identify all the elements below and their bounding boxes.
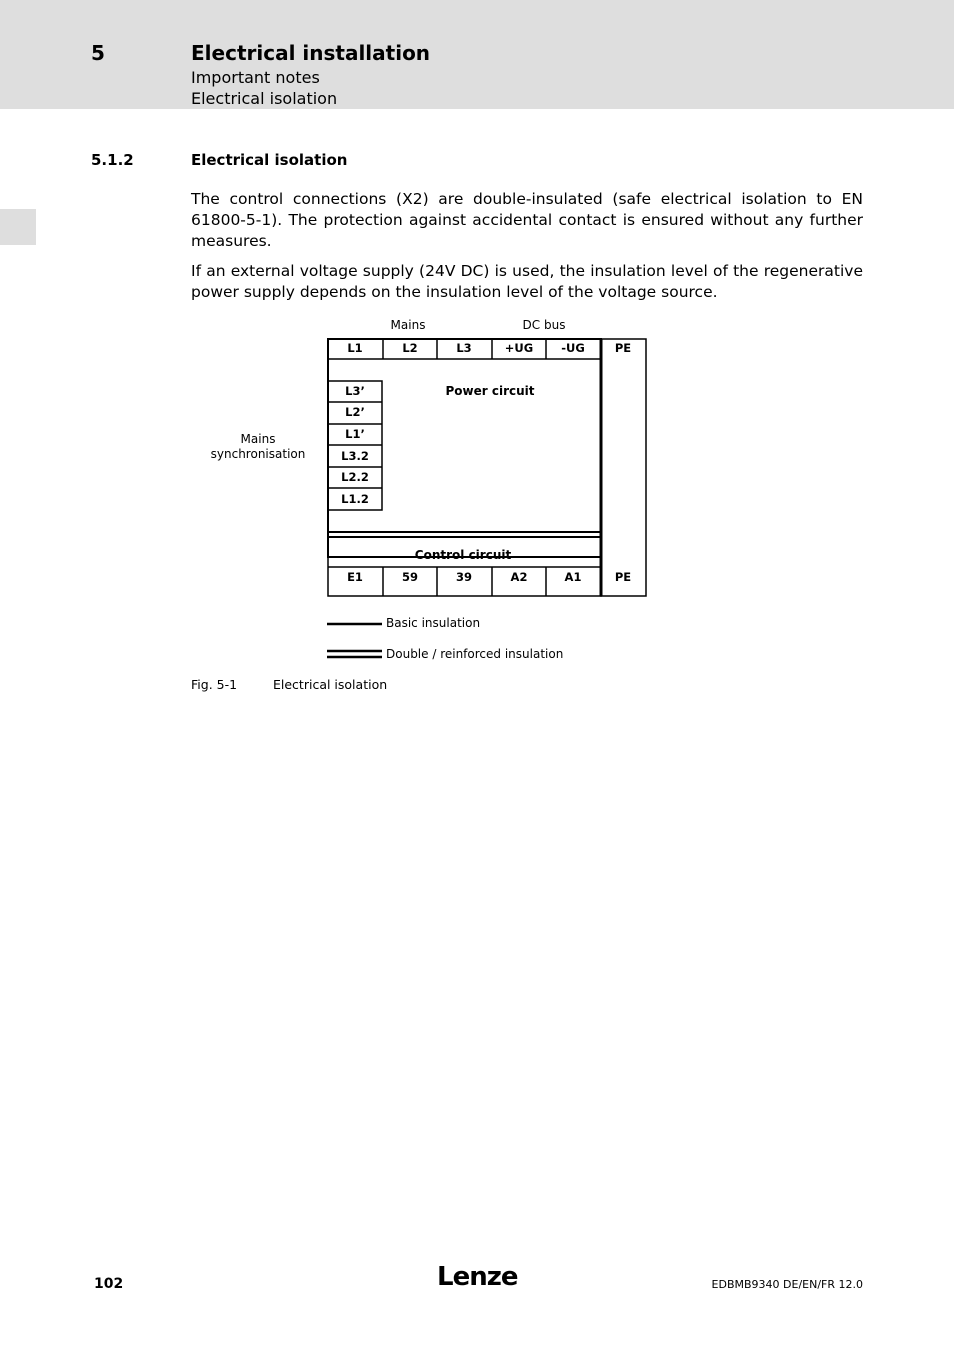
chapter-title: Electrical installation — [191, 41, 431, 65]
terminal-L3: L3 — [456, 341, 472, 355]
sync-terminal-L1p: L1’ — [345, 427, 365, 441]
sync-terminal-L2-2: L2.2 — [341, 470, 369, 484]
terminal-39: 39 — [455, 570, 473, 584]
terminal-A2: A2 — [510, 570, 528, 584]
sync-terminal-L2p: L2’ — [345, 405, 365, 419]
terminal-L1: L1 — [347, 341, 363, 355]
terminal-E1: E1 — [347, 570, 363, 584]
legend-double-label: Double / reinforced insulation — [386, 647, 564, 661]
sync-terminal-L1-2: L1.2 — [341, 492, 369, 506]
power-circuit-label: Power circuit — [445, 384, 535, 398]
paragraph-1: The control connections (X2) are double-insulated (safe electrical isolation to EN 61800-5-1). The protection against accidental contact is ensured without any further measures. — [191, 190, 863, 250]
sync-terminal-L3p: L3’ — [345, 384, 365, 398]
control-circuit-label: Control circuit — [414, 548, 512, 562]
sync-label-line2: synchronisation — [210, 447, 306, 461]
chapter-subtitle-2: Electrical isolation — [191, 89, 338, 108]
label-mains: Mains — [390, 318, 426, 332]
chapter-number: 5 — [91, 41, 105, 65]
main-box-outline — [328, 339, 601, 557]
label-dcbus: DC bus — [522, 318, 566, 332]
terminal-59: 59 — [401, 570, 419, 584]
figure-number: Fig. 5-1 — [191, 677, 238, 692]
figure-title: Electrical isolation — [273, 677, 388, 692]
legend-basic-label: Basic insulation — [386, 616, 481, 630]
pe-column-outline — [601, 339, 646, 596]
terminal-A1: A1 — [564, 570, 582, 584]
terminal-minus-ug: -UG — [561, 341, 585, 355]
terminal-pe-bottom: PE — [614, 570, 632, 584]
section-title: Electrical isolation — [191, 151, 348, 169]
chapter-subtitle-1: Important notes — [191, 68, 320, 87]
terminal-L2: L2 — [402, 341, 418, 355]
terminal-pe-top: PE — [614, 341, 632, 355]
lenze-logo: Lenze — [437, 1262, 518, 1292]
terminal-plus-ug: +UG — [504, 341, 534, 355]
paragraph-2: If an external voltage supply (24V DC) is used, the insulation level of the regenerative power supply depends on the insulation level of the voltage source. — [191, 262, 863, 301]
sync-label-line1: Mains — [240, 432, 276, 446]
document-code: EDBMB9340 DE/EN/FR 12.0 — [711, 1278, 863, 1291]
page-number: 102 — [94, 1276, 124, 1292]
section-number: 5.1.2 — [91, 151, 134, 169]
sync-terminal-L3-2: L3.2 — [341, 449, 369, 463]
